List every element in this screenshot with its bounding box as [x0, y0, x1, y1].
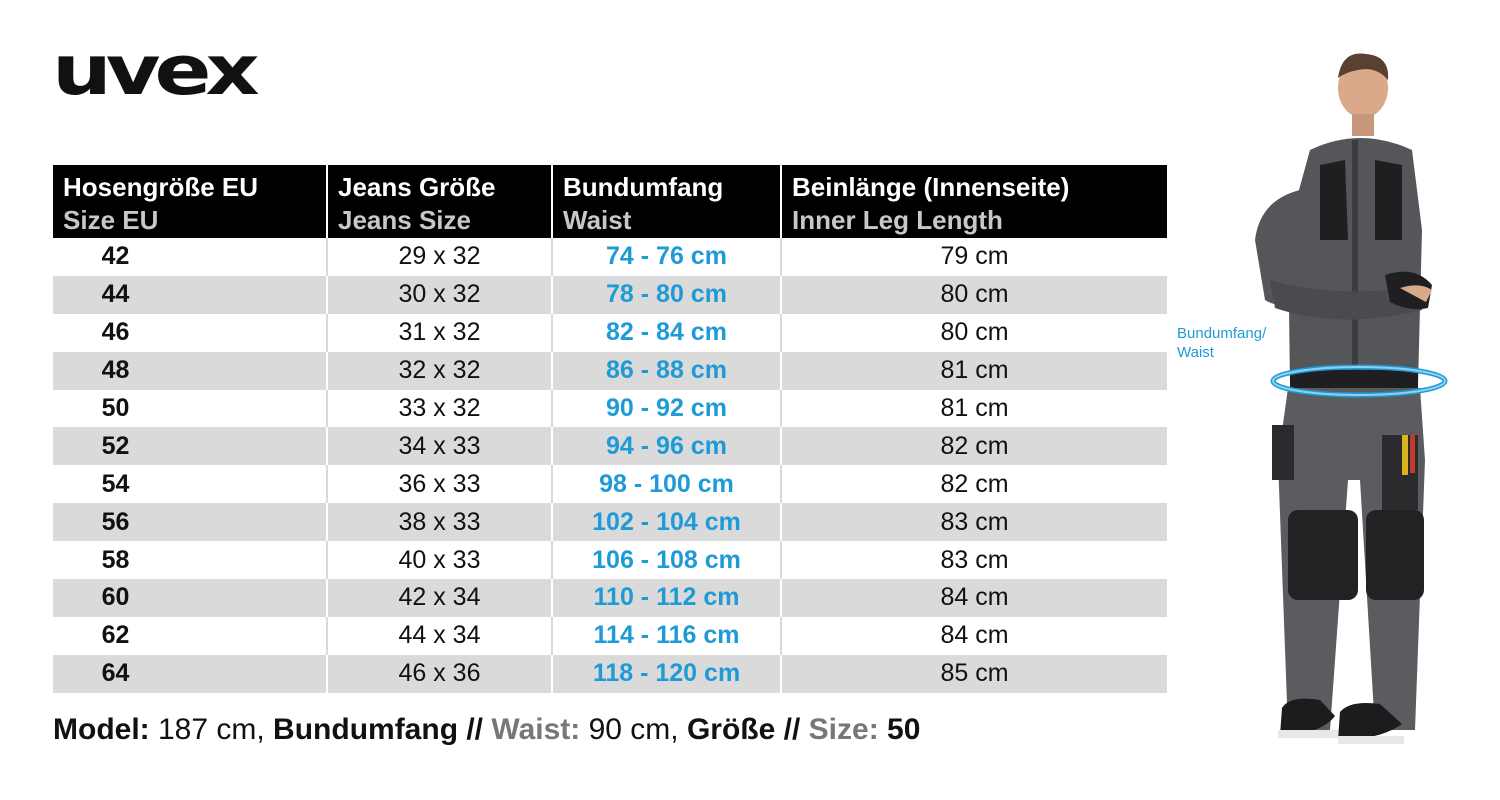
table-row — [53, 655, 1167, 693]
jeans-size-cell: 46 x 36 — [327, 655, 552, 693]
uvex-logo: uvex — [52, 30, 254, 111]
waist-cell: 74 - 76 cm — [552, 238, 781, 276]
inner-leg-cell: 79 cm — [781, 238, 1167, 276]
inner-leg-cell: 85 cm — [781, 655, 1167, 693]
header-inner-leg-de: Beinlänge (Innenseite) — [792, 172, 1070, 202]
jeans-size-cell: 31 x 32 — [327, 314, 552, 352]
jeans-size-cell: 32 x 32 — [327, 352, 552, 390]
size-eu-cell: 50 — [53, 390, 327, 428]
waist-cell: 114 - 116 cm — [552, 617, 781, 655]
header-size-eu-de: Hosengröße EU — [63, 172, 259, 202]
jeans-size-cell: 30 x 32 — [327, 276, 552, 314]
inner-leg-cell: 84 cm — [781, 579, 1167, 617]
size-eu-cell: 44 — [53, 276, 327, 314]
size-eu-cell: 60 — [53, 579, 327, 617]
model-height: 187 cm, — [149, 713, 274, 746]
model-size-en: Size: — [800, 713, 879, 746]
inner-leg-cell: 80 cm — [781, 314, 1167, 352]
table-row — [53, 503, 1167, 541]
header-waist-de: Bundumfang — [563, 172, 724, 202]
table-row — [53, 314, 1167, 352]
table-row — [53, 541, 1167, 579]
table-row — [53, 427, 1167, 465]
header-inner-leg — [781, 165, 1167, 238]
size-eu-cell: 48 — [53, 352, 327, 390]
waist-cell: 102 - 104 cm — [552, 503, 781, 541]
jeans-size-cell: 40 x 33 — [327, 541, 552, 579]
model-info — [53, 713, 920, 747]
waist-callout-line1: Bundumfang/ — [1177, 325, 1267, 342]
inner-leg-cell: 82 cm — [781, 465, 1167, 503]
model-figure-icon — [1170, 40, 1490, 760]
jeans-size-cell: 36 x 33 — [327, 465, 552, 503]
model-size-de: Größe // — [686, 713, 801, 746]
inner-leg-cell: 81 cm — [781, 352, 1167, 390]
size-eu-cell: 56 — [53, 503, 327, 541]
waist-cell: 106 - 108 cm — [552, 541, 781, 579]
inner-leg-cell: 83 cm — [781, 541, 1167, 579]
jeans-size-cell: 34 x 33 — [327, 427, 552, 465]
inner-leg-cell: 82 cm — [781, 427, 1167, 465]
size-eu-cell: 62 — [53, 617, 327, 655]
table-row — [53, 276, 1167, 314]
header-size-eu — [53, 165, 327, 238]
header-jeans-size-en: Jeans Size — [338, 205, 471, 235]
table-header-row — [53, 165, 1167, 238]
header-waist-en: Waist — [563, 205, 632, 235]
size-eu-cell: 46 — [53, 314, 327, 352]
header-jeans-size-de: Jeans Größe — [338, 172, 496, 202]
size-eu-cell: 54 — [53, 465, 327, 503]
header-inner-leg-en: Inner Leg Length — [792, 205, 1003, 235]
size-eu-cell: 42 — [53, 238, 327, 276]
waist-cell: 118 - 120 cm — [552, 655, 781, 693]
waist-cell: 94 - 96 cm — [552, 427, 781, 465]
jeans-size-cell: 42 x 34 — [327, 579, 552, 617]
jeans-size-cell: 29 x 32 — [327, 238, 552, 276]
waist-cell: 110 - 112 cm — [552, 579, 781, 617]
model-waist-en: Waist: — [483, 713, 581, 746]
header-jeans-size — [327, 165, 552, 238]
inner-leg-cell: 81 cm — [781, 390, 1167, 428]
size-table-body — [53, 238, 1167, 693]
inner-leg-cell: 83 cm — [781, 503, 1167, 541]
waist-cell: 78 - 80 cm — [552, 276, 781, 314]
table-row — [53, 579, 1167, 617]
model-waist-value: 90 cm, — [580, 713, 687, 746]
model-size-value: 50 — [878, 713, 921, 746]
size-eu-cell: 58 — [53, 541, 327, 579]
waist-callout-line2: Waist — [1177, 344, 1214, 361]
model-label: Model: — [53, 713, 150, 746]
waist-cell: 98 - 100 cm — [552, 465, 781, 503]
table-row — [53, 465, 1167, 503]
model-waist-de: Bundumfang // — [273, 713, 484, 746]
waist-cell: 82 - 84 cm — [552, 314, 781, 352]
size-eu-cell: 52 — [53, 427, 327, 465]
table-row — [53, 352, 1167, 390]
waist-cell: 86 - 88 cm — [552, 352, 781, 390]
jeans-size-cell: 38 x 33 — [327, 503, 552, 541]
inner-leg-cell: 80 cm — [781, 276, 1167, 314]
table-row — [53, 390, 1167, 428]
header-size-eu-en: Size EU — [63, 205, 159, 235]
waist-callout — [1177, 324, 1266, 362]
inner-leg-cell: 84 cm — [781, 617, 1167, 655]
table-row — [53, 238, 1167, 276]
jeans-size-cell: 33 x 32 — [327, 390, 552, 428]
header-waist — [552, 165, 781, 238]
table-row — [53, 617, 1167, 655]
size-table — [53, 165, 1167, 693]
waist-cell: 90 - 92 cm — [552, 390, 781, 428]
jeans-size-cell: 44 x 34 — [327, 617, 552, 655]
size-eu-cell: 64 — [53, 655, 327, 693]
